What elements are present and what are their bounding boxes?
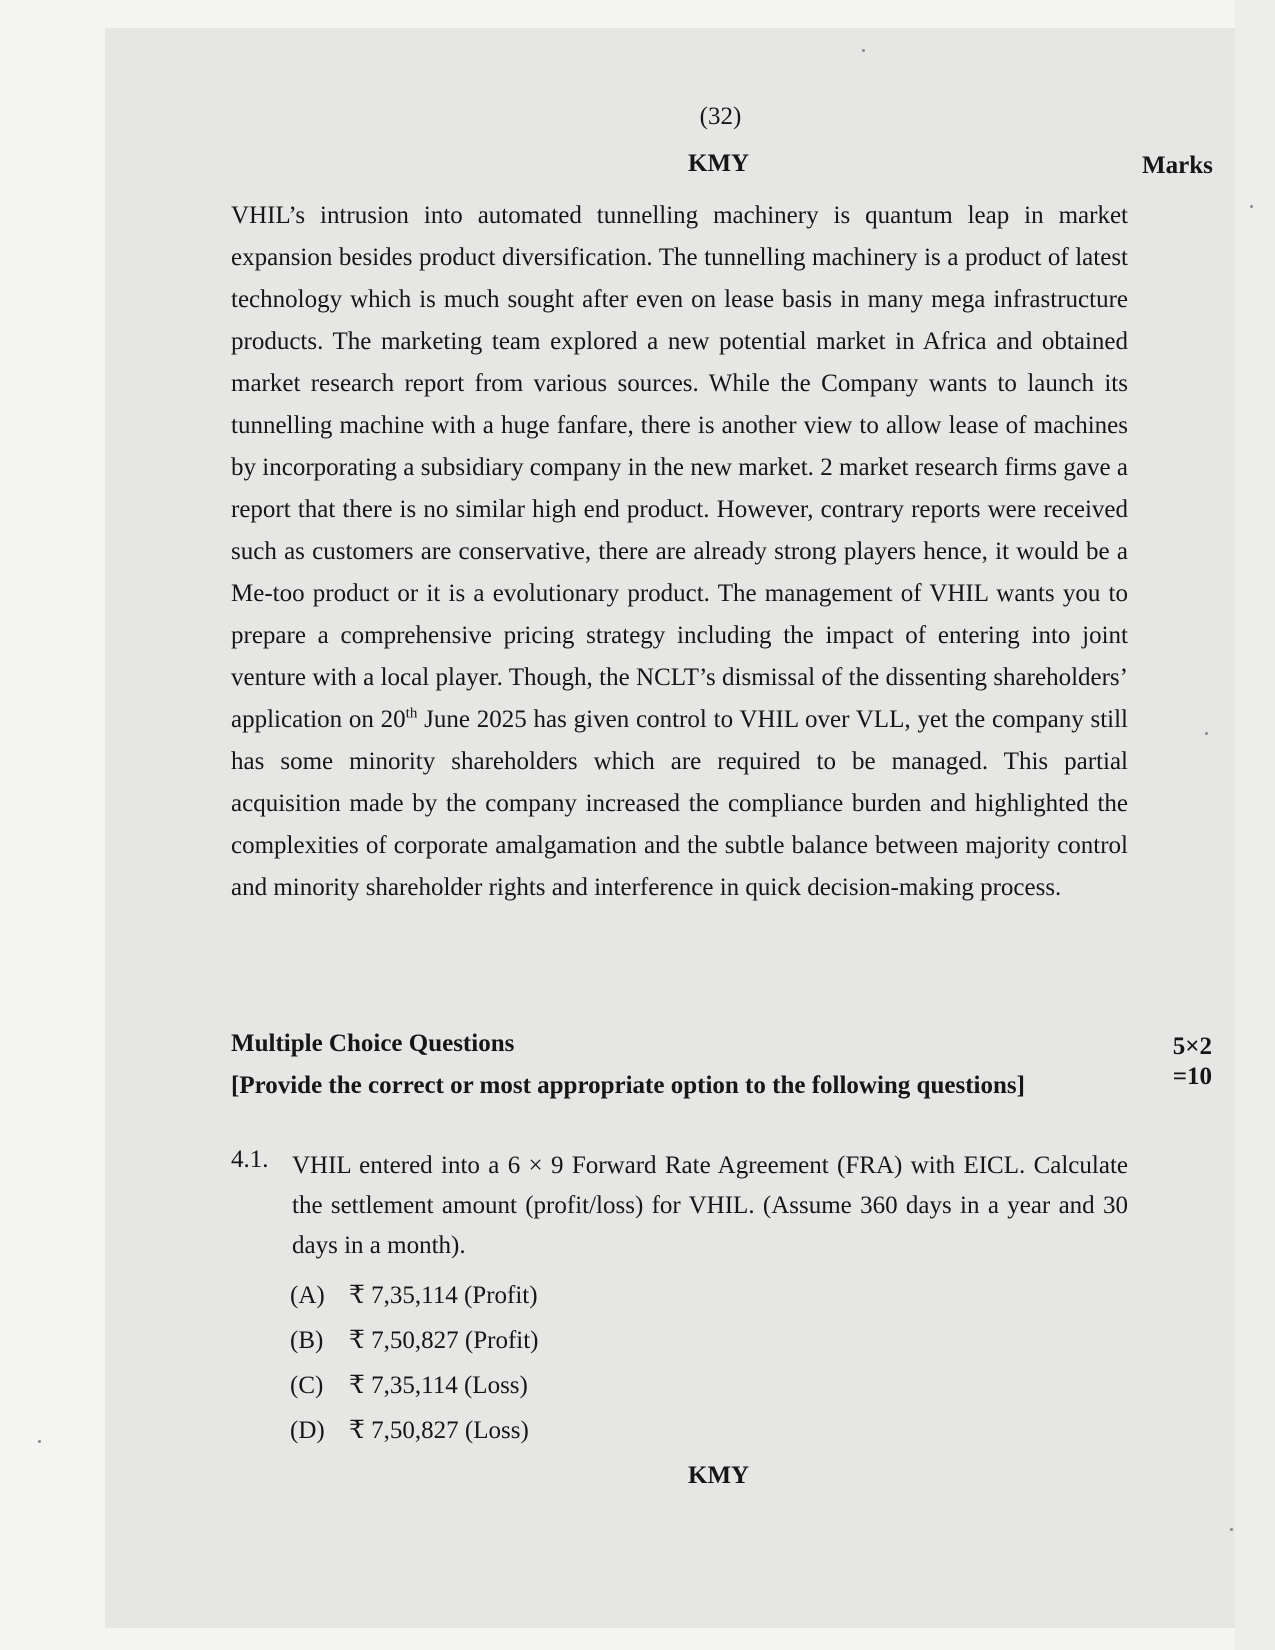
question-body: VHIL entered into a 6 × 9 Forward Rate Agreement (FRA) with EICL. Calculate the settlement amount (profit/loss) for VHIL. (Assume 360 days in a year and 30 days in a month). bbox=[292, 1152, 1128, 1259]
question-text bbox=[292, 1146, 1128, 1266]
marks-column-heading: Marks bbox=[1142, 152, 1213, 179]
case-paragraph-part-2: June 2025 has given control to VHIL over VLL, yet the company still has some minority shareholders which are required to be managed. This partial acquisition made by the company increased the compliance burden and highlighted the complexities of corporate amalgamation and the subtle balance between majority control and minority shareholder rights and interference in quick decision-making process. bbox=[231, 706, 1129, 901]
scan-edge-shadow bbox=[1235, 0, 1275, 1650]
option-text: ₹ 7,50,827 (Profit) bbox=[349, 1327, 539, 1354]
scan-speck bbox=[1250, 205, 1253, 208]
mcq-instruction: [Provide the correct or most appropriate option to the following questions] bbox=[231, 1072, 1025, 1099]
scan-speck bbox=[38, 1440, 41, 1443]
question-number: 4.1. bbox=[231, 1146, 269, 1173]
page-number: (32) bbox=[699, 103, 742, 130]
option-text: ₹ 7,35,114 (Loss) bbox=[349, 1372, 528, 1399]
scan-speck bbox=[1205, 732, 1208, 735]
date-ordinal-suffix: th bbox=[405, 705, 418, 722]
option-text: ₹ 7,50,827 (Loss) bbox=[349, 1417, 529, 1444]
case-paragraph-part-1: VHIL’s intrusion into automated tunnelling machinery is quantum leap in market expansion besides product diversification. The tunnelling machinery is a product of latest technology which is much sought after even on lease basis in many mega infrastructure products. The marketing team explored a new potential market in Africa and obtained market research report from various sources. While the Company wants to launch its tunnelling machine with a huge fanfare, there is another view to allow lease of machines by incorporating a subsidiary company in the new market. 2 market research firms gave a report that there is no similar high end product. However, contrary reports were received such as customers are conservative, there are already strong players hence, it would be a Me-too product or it is a evolutionary product. The management of VHIL wants you to prepare a comprehensive pricing strategy including the impact of entering into joint venture with a local player. Though, the NCLT’s dismissal of the dissenting shareholders’ application on 20 bbox=[231, 202, 1128, 733]
option-letter: (A) bbox=[290, 1282, 325, 1309]
case-paragraph-text bbox=[231, 195, 1128, 909]
mcq-section-title: Multiple Choice Questions bbox=[231, 1030, 515, 1057]
option-letter: (D) bbox=[290, 1417, 325, 1444]
option-a bbox=[290, 1273, 539, 1318]
option-c bbox=[290, 1363, 539, 1408]
scan-speck bbox=[862, 49, 865, 52]
mcq-marks-total: =10 bbox=[1172, 1063, 1212, 1090]
option-d bbox=[290, 1408, 539, 1453]
answer-options bbox=[290, 1273, 539, 1453]
option-letter: (C) bbox=[290, 1372, 324, 1399]
scan-speck bbox=[1230, 1528, 1233, 1531]
header-code: KMY bbox=[688, 150, 750, 177]
option-text: ₹ 7,35,114 (Profit) bbox=[349, 1282, 538, 1309]
option-b bbox=[290, 1318, 539, 1363]
mcq-marks bbox=[1165, 1032, 1212, 1092]
footer-code: KMY bbox=[688, 1462, 750, 1489]
case-study-paragraph bbox=[231, 195, 1128, 909]
mcq-marks-formula: 5×2 bbox=[1172, 1033, 1212, 1060]
option-letter: (B) bbox=[290, 1327, 324, 1354]
